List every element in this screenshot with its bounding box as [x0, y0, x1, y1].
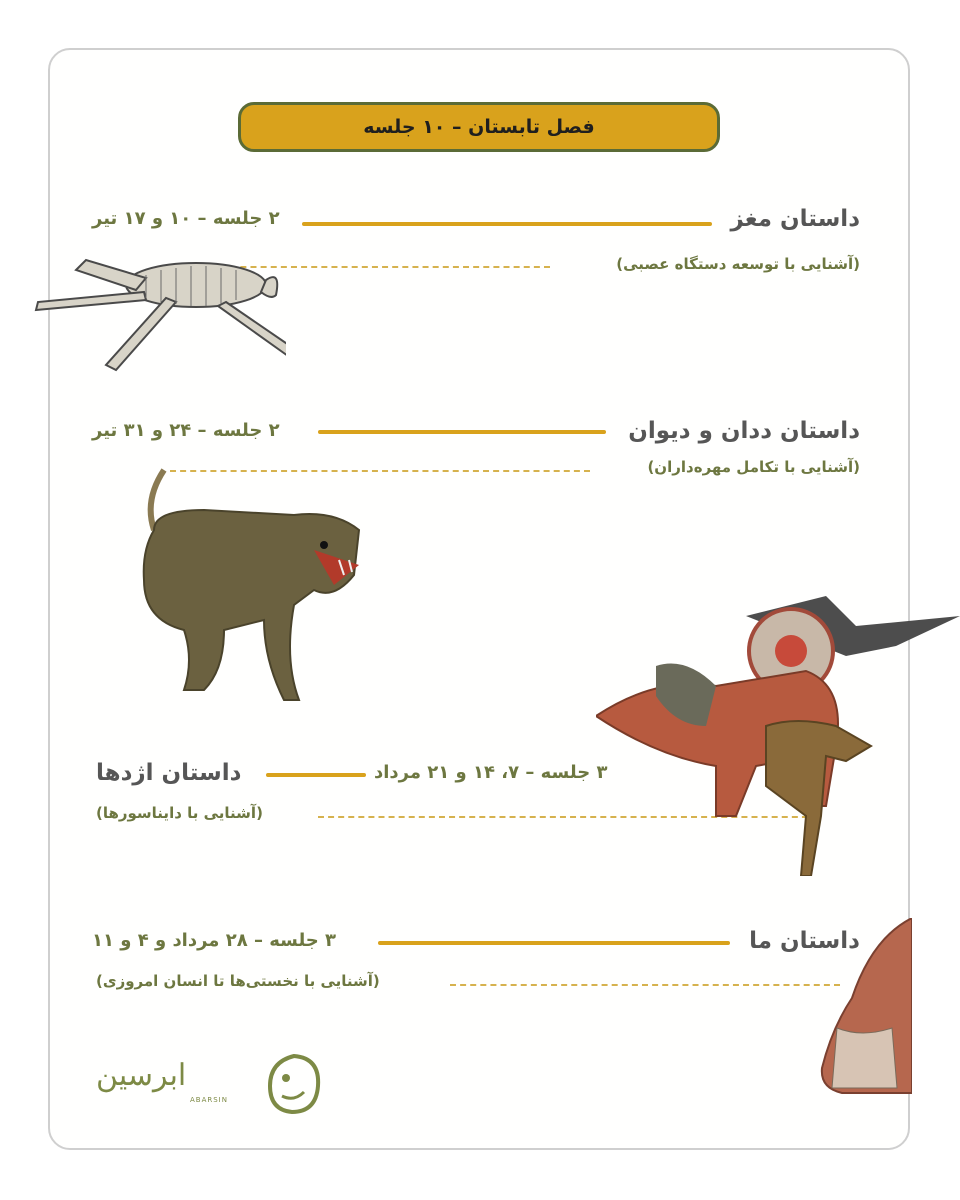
season-header-label: فصل تابستان – ۱۰ جلسه — [363, 116, 595, 138]
season-header — [238, 102, 720, 152]
section-4-dates: ۳ جلسه – ۲۸ مرداد و ۴ و ۱۱ — [92, 930, 337, 951]
section-1-line — [302, 222, 712, 226]
section-4-subtitle: (آشنایی با نخستی‌ها تا انسان امروزی) — [96, 972, 380, 990]
section-2-subtitle: (آشنایی با تکامل مهره‌داران) — [647, 458, 860, 476]
section-4-line — [378, 941, 730, 945]
section-3-line — [266, 773, 366, 777]
section-4-title: داستان ما — [749, 928, 860, 954]
section-4-dashline — [450, 984, 840, 986]
brand-logo-latin: ABARSIN — [190, 1096, 228, 1104]
section-1-dates: ۲ جلسه – ۱۰ و ۱۷ تیر — [92, 208, 280, 229]
human-leg-muscle-icon — [812, 918, 912, 1098]
sea-reptile-skeleton-icon — [26, 240, 286, 380]
saber-beast-icon — [124, 460, 374, 710]
section-1-title: داستان مغز — [730, 206, 860, 232]
section-2-dates: ۲ جلسه – ۲۴ و ۳۱ تیر — [92, 420, 280, 441]
section-3-subtitle: (آشنایی با دایناسورها) — [96, 804, 263, 822]
abarsin-logo-icon — [264, 1052, 324, 1116]
dinosaur-group-icon — [596, 576, 960, 876]
section-3-title: داستان اژدها — [96, 760, 242, 786]
brand-logo-text: ابرسین — [96, 1058, 187, 1093]
section-2-title: داستان ددان و دیوان — [628, 418, 860, 444]
section-3-dates: ۳ جلسه – ۷، ۱۴ و ۲۱ مرداد — [374, 762, 608, 783]
section-1-subtitle: (آشنایی با توسعه دستگاه عصبی) — [616, 255, 860, 273]
section-2-line — [318, 430, 606, 434]
